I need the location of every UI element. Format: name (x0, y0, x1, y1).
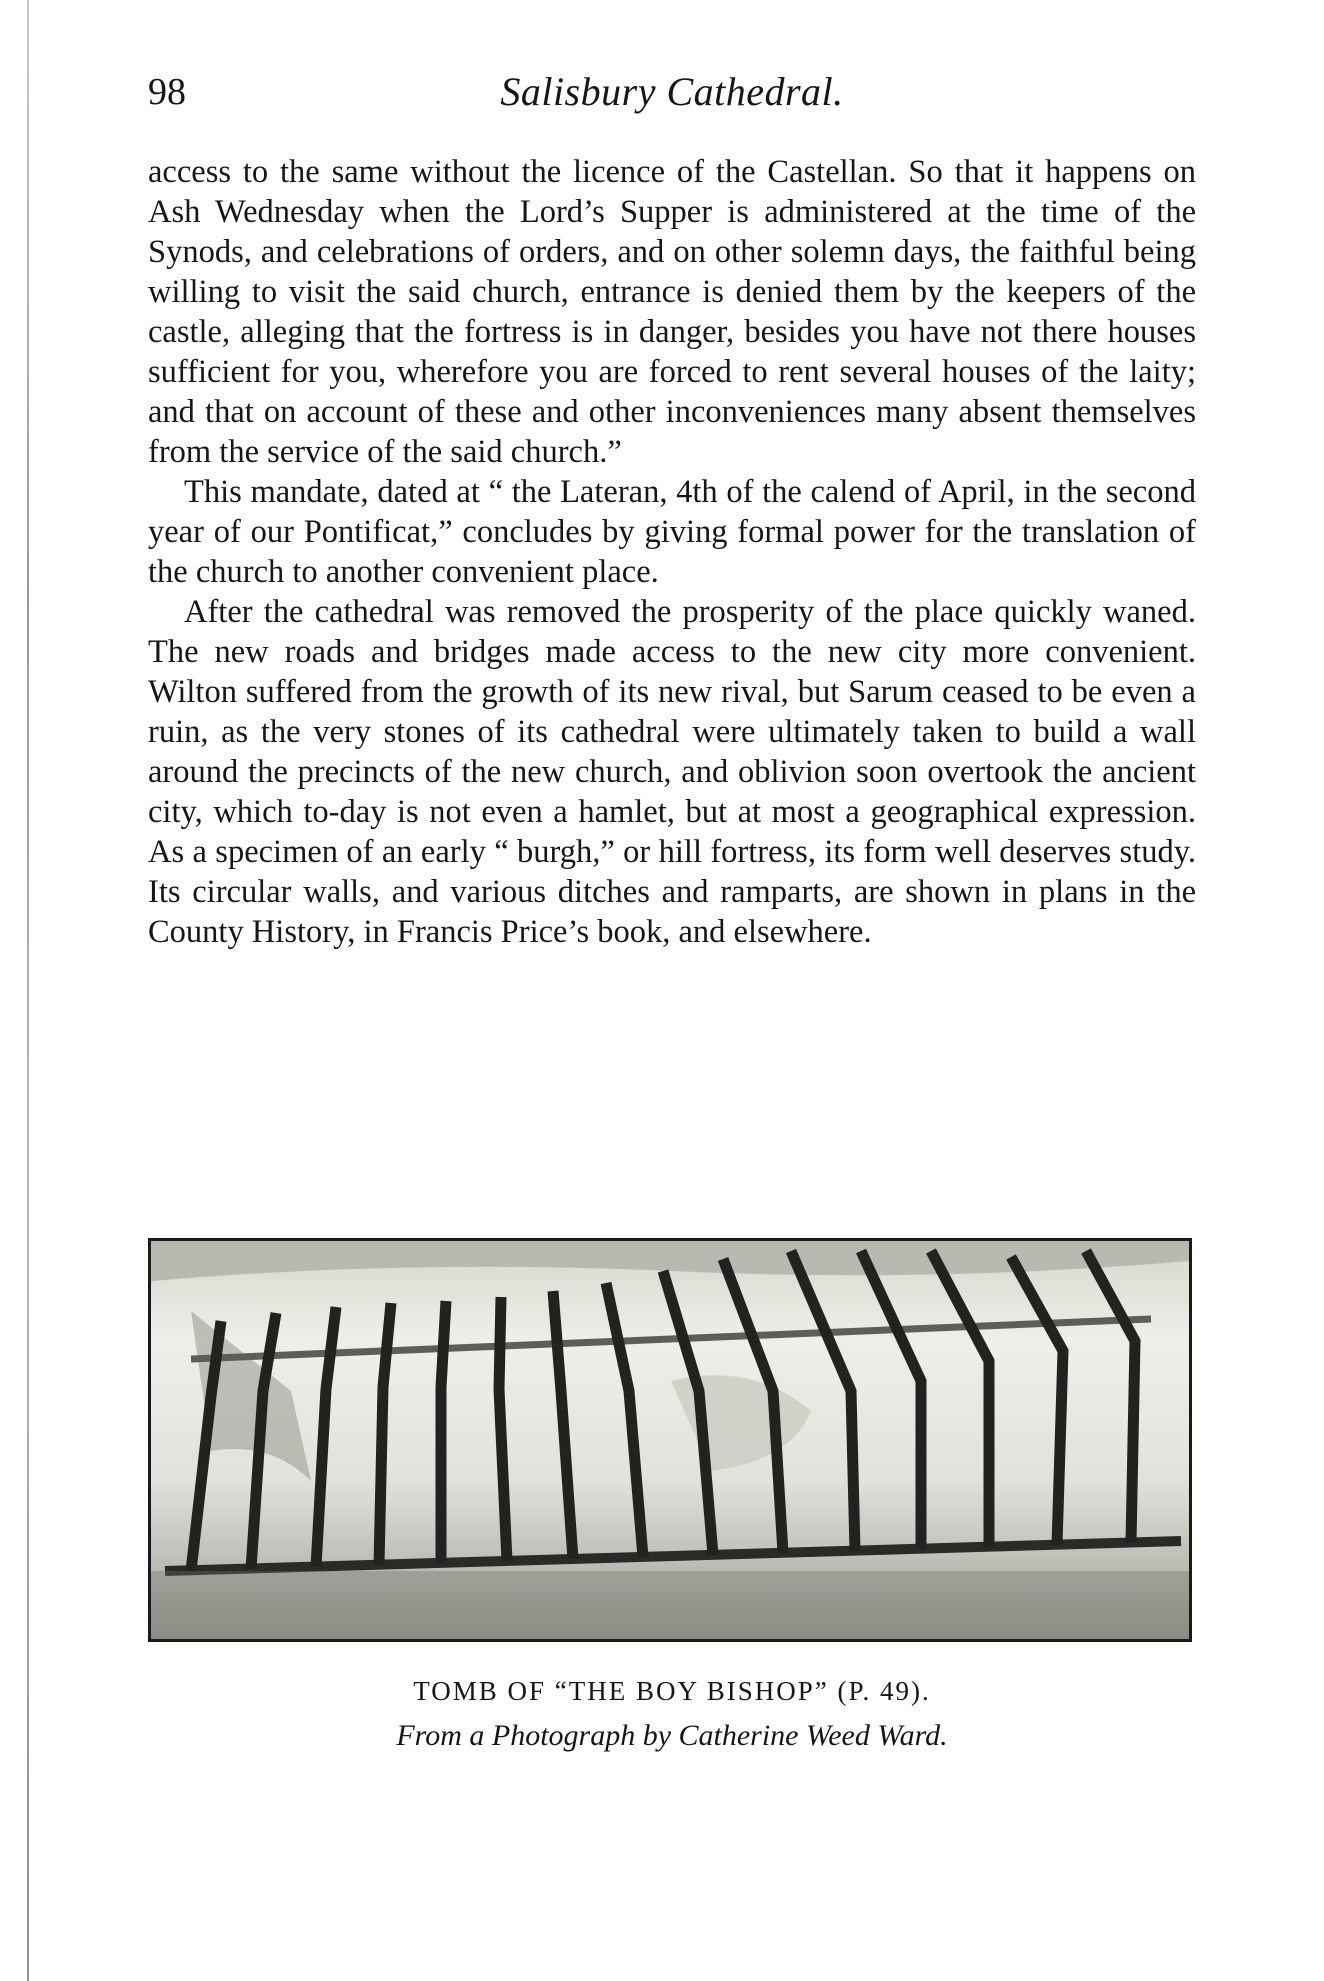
figure-caption: TOMB OF “THE BOY BISHOP” (P. 49). (413, 1676, 931, 1706)
base-shadow (151, 1571, 1189, 1639)
paragraph-2: This mandate, dated at “ the Lateran, 4th of the calend of April, in the second year of our Pontificat,” concludes by giving formal power for the translation of the church to another convenient place. (148, 474, 1196, 590)
tomb-grille-illustration (151, 1241, 1189, 1639)
running-title: Salisbury Cathedral. (500, 69, 844, 114)
body-text (148, 152, 1196, 952)
tomb-photograph (148, 1238, 1192, 1642)
photo-credit: From a Photograph by Catherine Weed Ward. (396, 1719, 948, 1752)
paragraph-3: After the cathedral was removed the prosperity of the place quickly waned. The new roads and bridges made access to the new city more convenient. Wilton suffered from the growth of its new rival, but Sarum ceased to be even a ruin, as the very stones of its cathedral were ultimately taken to build a wall around the precincts of the new church, and oblivion soon overtook the ancient city, which to-day is not even a hamlet, but at most a geographical expression. As a specimen of an early “ burgh,” or hill fortress, its form well deserves study. Its circular walls, and various ditches and ramparts, are shown in plans in the County History, in Francis Price’s book, and elsewhere. (148, 594, 1196, 950)
page-number: 98 (148, 71, 186, 113)
running-head (148, 64, 1196, 120)
paragraph-1: access to the same without the licence of the Castellan. So that it happens on Ash Wednesday when the Lord’s Supper is administered at the time of the Synods, and celebrations of orders, and on other solemn days, the faithful being willing to visit the said church, entrance is denied them by the keepers of the castle, alleging that the fortress is in danger, besides you have not there houses sufficient for you, wherefore you are forced to rent several houses of the laity; and that on account of these and other inconveniences many absent themselves from the service of the said church.” (148, 154, 1196, 470)
page-edge-line (27, 0, 29, 1981)
